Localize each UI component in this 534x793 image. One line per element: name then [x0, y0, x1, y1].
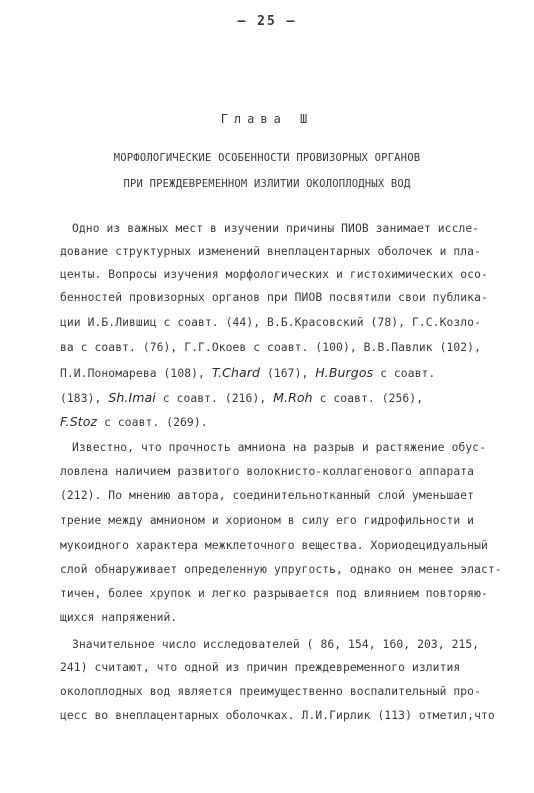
text-line [60, 587, 488, 600]
page-number: – 25 – [237, 14, 297, 29]
handwritten-name: M.Roh [273, 390, 313, 405]
heading-line: ПРИ ПРЕЖДЕВРЕМЕННОМ ИЗЛИТИИ ОКОЛОПЛОДНЫХ ВОД [123, 178, 411, 190]
text-line [60, 268, 488, 281]
text-segment: Значительное число исследователей ( 86, 154, 160, 203, 215, [72, 638, 480, 651]
text-line [60, 489, 474, 502]
text-line [60, 563, 502, 576]
text-segment: слой обнаруживает определенную упругость, однако он менее эласт- [60, 563, 502, 576]
text-line [60, 341, 481, 354]
text-segment: тичен, более хрупок и легко разрывается под влиянием повторяю- [60, 587, 488, 600]
text-segment: цесс во внеплацентарных оболочках. Л.И.Гирлик (113) отметил,что [60, 709, 495, 722]
text-line [60, 245, 481, 258]
text-segment: Известно, что прочность амниона на разрыв и растяжение обус- [72, 441, 487, 454]
handwritten-name: T.Chard [211, 365, 261, 380]
chapter-title: Глава Ш [220, 112, 314, 126]
text-segment: трение между амнионом и хорионом в силу его гидрофильности и [60, 514, 475, 527]
text-line [72, 441, 486, 454]
handwritten-name: Sh.Imai [108, 390, 156, 405]
text-segment: ции И.Б.Лившиц с соавт. (44), В.Б.Красовский (78), Г.С.Козло- [60, 316, 481, 329]
text-line [60, 661, 460, 674]
text-segment: околоплодных вод является преимущественно воспалительный про- [60, 685, 481, 698]
text-segment: (183), [60, 392, 109, 405]
handwritten-name: F.Stoz [60, 414, 98, 429]
text-line [60, 611, 177, 624]
text-segment: с соавт. (269). [97, 416, 208, 429]
text-line [60, 514, 474, 527]
text-segment: с соавт. (256), [312, 392, 424, 405]
text-line [60, 414, 208, 429]
text-segment: ловлена наличием развитого волокнисто-коллагенового аппарата [60, 465, 475, 478]
text-segment: (167), [260, 367, 316, 380]
text-segment: с соавт. (216), [155, 392, 274, 405]
text-segment: щихся напряжений. [60, 611, 178, 624]
text-line [60, 685, 481, 698]
text-line [60, 390, 423, 405]
text-segment: 241) считают, что одной из причин преждевременного излития [60, 661, 461, 674]
text-segment: с соавт. [373, 367, 436, 380]
text-line [72, 222, 479, 235]
text-segment: (212). По мнению автора, соединительнотканный слой уменьшает [60, 489, 475, 502]
heading-line: МОРФОЛОГИЧЕСКИЕ ОСОБЕННОСТИ ПРОВИЗОРНЫХ ОРГАНОВ [113, 152, 421, 164]
text-line [72, 638, 479, 651]
text-line [60, 365, 435, 380]
text-segment: мукоидного характера межклеточного вещества. Хориодецидуальный [60, 539, 488, 552]
text-segment: ва с соавт. (76), Г.Г.Окоев с соавт. (100), В.В.Павлик (102), [60, 341, 481, 354]
text-line [60, 291, 488, 304]
text-segment: Одно из важных мест в изучении причины ПИОВ занимает иссле- [72, 222, 480, 235]
handwritten-name: H.Burgos [315, 365, 374, 380]
text-segment: бенностей провизорных органов при ПИОВ посвятили свои публика- [60, 291, 488, 304]
text-line [60, 539, 488, 552]
text-line [60, 316, 481, 329]
text-line [60, 709, 495, 722]
text-segment: П.И.Пономарева (108), [60, 367, 212, 380]
text-segment: центы. Вопросы изучения морфологических и гистохимических осо- [60, 268, 488, 281]
text-line [60, 465, 474, 478]
text-segment: дование структурных изменений внеплацентарных оболочек и пла- [60, 245, 481, 258]
